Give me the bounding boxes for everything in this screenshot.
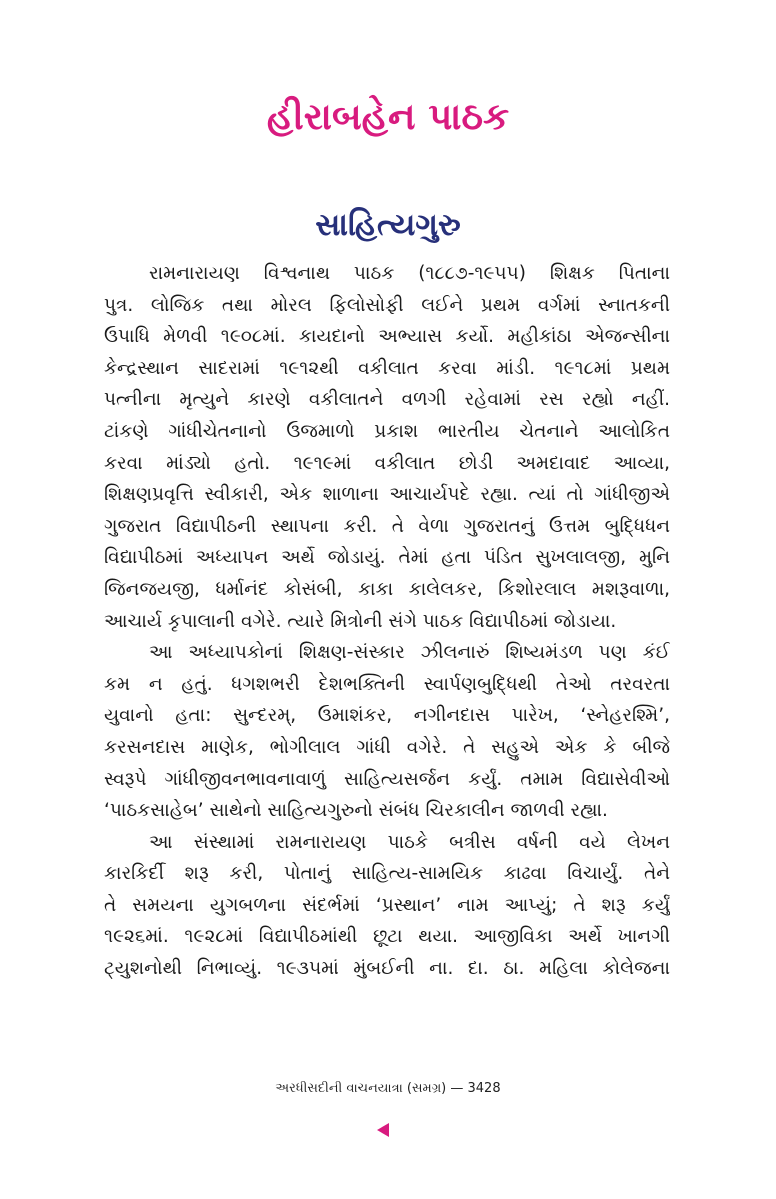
paragraph — [104, 827, 670, 985]
section-subtitle: સાહિત્યગુરુ — [315, 207, 461, 243]
text-line: કરવા માંડ્યો હતો. ૧૯૧૯માં વકીલાત છોડી અમદાવાદ આવ્યા, — [104, 452, 670, 474]
text-line: આચાર્ય કૃપાલાની વગેરે. ત્યારે મિત્રોની સંગે પાઠક વિદ્યાપીઠમાં જોડાયા. — [104, 610, 617, 632]
text-line: કમ ન હતું. ધગશભરી દેશભક્તિની સ્વાર્પણબુદ્ધિથી તેઓ તરવરતા — [104, 673, 670, 695]
text-line: ‘પાઠકસાહેબ’ સાથેનો સાહિત્યગુરુનો સંબંધ ચિરકાલીન જાળવી રહ્યા. — [104, 800, 608, 822]
text-line: આ અધ્યાપકોનાં શિક્ષણ-સંસ્કાર ઝીલનારું શિષ્યમંડળ પણ કંઈ — [149, 642, 670, 664]
text-line: રામનારાયણ વિશ્વનાથ પાઠક (૧૮૮૭-૧૯૫૫) શિક્ષક પિતાના — [149, 263, 670, 284]
text-line: કેન્દ્રસ્થાન સાદરામાં ૧૯૧૨થી વકીલાત કરવા માંડી. ૧૯૧૮માં પ્રથમ — [104, 357, 670, 379]
page-title: હીરાબહેન પાઠક — [266, 95, 510, 138]
text-line: પત્નીના મૃત્યુને કારણે વકીલાતને વળગી રહેવામાં રસ રહ્યો નહીં. — [104, 389, 670, 411]
paragraph — [104, 637, 670, 827]
previous-page-arrow-icon[interactable] — [377, 1123, 389, 1137]
text-line: આ સંસ્થામાં રામનારાયણ પાઠકે બત્રીસ વર્ષની વયે લેખન — [149, 831, 670, 853]
text-line: જિનજયજી, ધર્માનંદ કોસંબી, કાકા કાલેલકર, કિશોરલાલ મશરૂવાળા, — [104, 578, 670, 600]
text-line: કારકિર્દી શરૂ કરી, પોતાનું સાહિત્ય-સામયિક કાઢવા વિચાર્યું. તેને — [104, 863, 670, 885]
body-text — [104, 258, 670, 985]
page-footer: અરધીસદીની વાચનયાત્રા (સમગ્ર) — 3428 — [275, 1081, 501, 1096]
text-line: કરસનદાસ માણેક, ભોગીલાલ ગાંધી વગેરે. તે સહુએ એક કે બીજે — [104, 736, 670, 758]
paragraph — [104, 258, 670, 637]
text-line: ગુજરાત વિદ્યાપીઠની સ્થાપના કરી. તે વેળા ગુજરાતનું ઉત્તમ બુદ્ધિધન — [104, 515, 670, 537]
text-line: યુવાનો હતા: સુન્દરમ્, ઉમાશંકર, નગીનદાસ પારેખ, ‘સ્નેહરશ્મિ’, — [104, 705, 670, 727]
text-line: ટાંકણે ગાંધીચેતનાનો ઉજમાળો પ્રકાશ ભારતીય ચેતનાને આલોકિત — [104, 420, 670, 442]
text-line: શિક્ષણપ્રવૃત્તિ સ્વીકારી, એક શાળાના આચાર્યપદે રહ્યા. ત્યાં તો ગાંધીજીએ — [104, 484, 670, 506]
text-line: ઉપાધિ મેળવી ૧૯૦૮માં. કાયદાનો અભ્યાસ કર્યો. મહીકાંઠા એજન્સીના — [104, 326, 670, 348]
text-line: તે સમયના યુગબળના સંદર્ભમાં ‘પ્રસ્થાન’ નામ આપ્યું; તે શરૂ કર્યું — [104, 894, 670, 916]
text-line: સ્વરૂપે ગાંધીજીવનભાવનાવાળું સાહિત્યસર્જન કર્યું. તમામ વિદ્યાસેવીઓ — [104, 768, 670, 790]
text-line: ટ્યુશનોથી નિભાવ્યું. ૧૯૩૫માં મુંબઈની ના. દા. ઠા. મહિલા કોલેજના — [104, 958, 670, 980]
text-line: ૧૯૨૬માં. ૧૯૨૮માં વિદ્યાપીઠમાંથી છૂટા થયા. આજીવિકા અર્થે ખાનગી — [104, 926, 670, 948]
text-line: વિદ્યાપીઠમાં અધ્યાપન અર્થે જોડાયું. તેમાં હતા પંડિત સુખલાલજી, મુનિ — [104, 547, 670, 569]
text-line: પુત્ર. લોજિક તથા મોરલ ફિલોસોફી લઈને પ્રથમ વર્ગમાં સ્નાતકની — [104, 294, 670, 316]
